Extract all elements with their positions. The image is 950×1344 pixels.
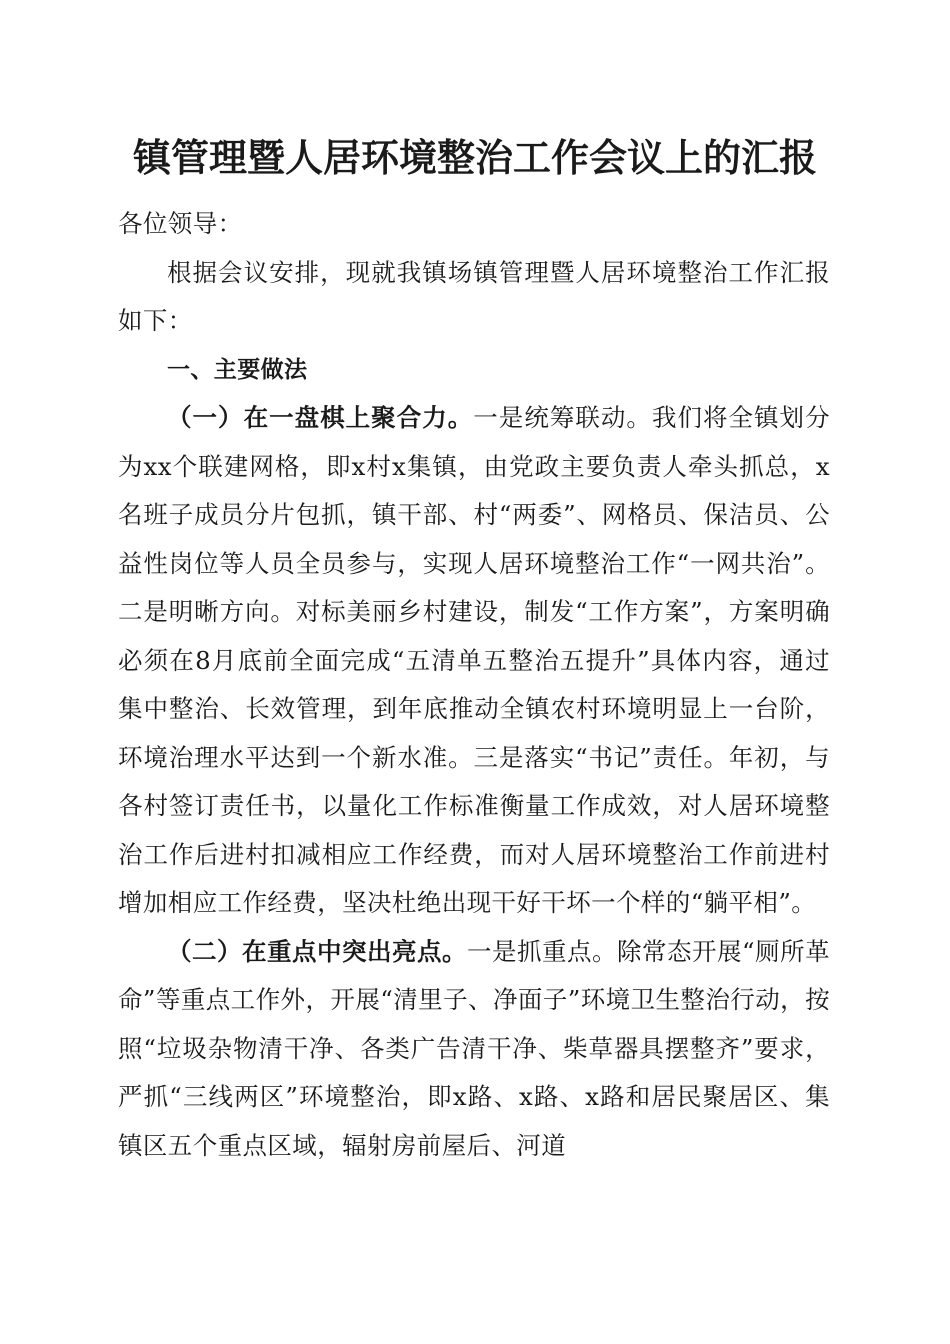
document-title: 镇管理暨人居环境整治工作会议上的汇报 — [132, 135, 817, 180]
subsection-2-text: 一是抓重点。除常态开展“厕所革命”等重点工作外，开展“清里子、净面子”环境卫生整治行动，按照“垃圾杂物清干净、各类广告清干净、柴草器具摆整齐”要求，严抓“三线两区”环境整治，即x路、x路、x路和居民聚居区、集镇区五个重点区域，辐射房前屋后、河道 — [118, 936, 830, 1160]
salutation: 各位领导： — [118, 209, 243, 238]
section-heading-main-practices: 一、主要做法 — [167, 356, 308, 383]
paragraph-subsection-1 — [118, 394, 830, 928]
intro-paragraph: 根据会议安排，现就我镇场镇管理暨人居环境整治工作汇报如下： — [118, 257, 830, 335]
subsection-1-text: 一是统筹联动。我们将全镇划分为xx个联建网格，即x村x集镇，由党政主要负责人牵头抓总，x名班子成员分片包抓，镇干部、村“两委”、网格员、保洁员、公益性岗位等人员全员参与，实现人居环境整治工作“一网共治”。二是明晰方向。对标美丽乡村建设，制发“工作方案”，方案明确必须在8月底前全面完成“五清单五整治五提升”具体内容，通过集中整治、长效管理，到年底推动全镇农村环境明显上一台阶，环境治理水平达到一个新水准。三是落实“书记”责任。年初，与各村签订责任书，以量化工作标准衡量工作成效，对人居环境整治工作后进村扣减相应工作经费，而对人居环境整治工作前进村增加相应工作经费，坚决杜绝出现干好干坏一个样的“躺平相”。 — [118, 403, 830, 917]
paragraph-subsection-2 — [118, 928, 830, 1171]
subsection-2-heading: （二）在重点中突出亮点。 — [167, 936, 468, 966]
document-body — [118, 200, 830, 1170]
subsection-1-heading: （一）在一盘棋上聚合力。 — [167, 403, 474, 432]
